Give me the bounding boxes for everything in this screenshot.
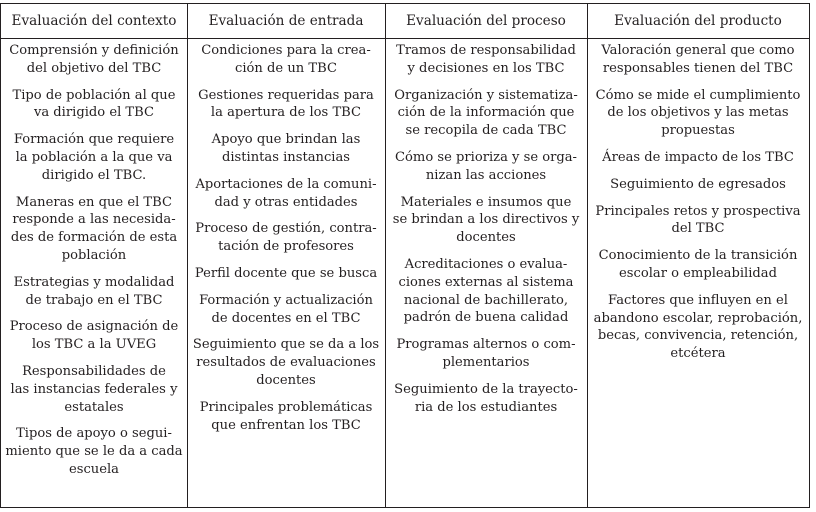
cell-line: Estrategias y modalidad	[13, 274, 175, 290]
table-cell-item	[187, 265, 385, 283]
column-entrada	[187, 42, 385, 443]
cell-line: Principales retos y prospectiva	[595, 203, 801, 219]
table-cell-item	[1, 194, 187, 265]
header-contexto: Evaluación del contexto	[11, 13, 177, 29]
cell-line: responsables tienen del TBC	[602, 60, 794, 76]
table-cell-item	[1, 42, 187, 78]
cell-line: Cómo se prioriza y se orga-	[395, 149, 577, 165]
table-cell-item	[187, 336, 385, 389]
cell-line: miento que se le da a cada	[5, 444, 183, 460]
cell-line: Maneras en que el TBC	[15, 194, 173, 210]
cell-line: escolar o empleabilidad	[619, 265, 777, 281]
cell-line: y decisiones en los TBC	[407, 60, 565, 76]
cell-line: etcétera	[670, 346, 726, 362]
cell-line: que enfrentan los TBC	[211, 417, 361, 433]
cell-line: ciones externas al sistema	[398, 274, 574, 290]
cell-line: nacional de bachillerato,	[403, 292, 569, 308]
table-cell-item	[187, 399, 385, 435]
cell-line: Proceso de asignación de	[9, 319, 179, 335]
cell-line: Cómo se mide el cumplimiento	[595, 87, 801, 103]
cell-line: Acreditaciones o evalua-	[404, 256, 568, 272]
cell-line: las instancias federales y	[10, 381, 178, 397]
cell-line: nizan las acciones	[425, 167, 547, 183]
column-producto	[587, 42, 809, 372]
cell-line: Factores que influyen en el	[608, 292, 788, 308]
cell-line: se brindan a los directivos y	[392, 212, 580, 228]
cell-line: abandono escolar, reprobación,	[593, 310, 803, 326]
column-contexto	[1, 42, 187, 488]
cell-line: de los objetivos y las metas	[607, 105, 789, 121]
cell-line: Seguimiento de egresados	[610, 176, 786, 192]
table-cell-item	[587, 149, 809, 167]
table-cell-item	[385, 381, 587, 417]
table-cell-item	[1, 318, 187, 354]
cell-line: Aportaciones de la comuni-	[195, 176, 377, 192]
cell-line: Materiales e insumos que	[400, 194, 572, 210]
table-cell-item	[1, 131, 187, 184]
header-producto: Evaluación del producto	[614, 13, 782, 29]
cell-line: padrón de buena calidad	[403, 310, 569, 326]
cell-line: des de formación de esta	[10, 230, 178, 246]
cell-line: del TBC	[671, 221, 725, 237]
table-cell-item	[587, 292, 809, 363]
table-cell-item	[187, 131, 385, 167]
cell-line: distintas instancias	[221, 149, 350, 165]
table-cell-item	[587, 176, 809, 194]
table-cell-item	[385, 336, 587, 372]
cell-line: Comprensión y definición	[9, 43, 179, 58]
cell-line: estatales	[64, 399, 124, 415]
evaluation-table	[0, 3, 810, 508]
cell-line: tación de profesores	[218, 239, 354, 255]
cell-line: Organización y sistematiza-	[394, 87, 578, 103]
cell-line: Seguimiento de la trayecto-	[394, 381, 578, 397]
cell-line: ción de un TBC	[235, 60, 337, 76]
cell-line: Principales problemáticas	[199, 399, 373, 415]
cell-line: Perfil docente que se busca	[194, 265, 378, 281]
table-cell-item	[187, 220, 385, 256]
table-cell-item	[1, 274, 187, 310]
cell-line: Responsabilidades de	[22, 363, 166, 379]
table-cell-item	[587, 247, 809, 283]
cell-line: va dirigido el TBC	[33, 105, 155, 121]
table-cell-item	[385, 194, 587, 247]
cell-line: ria de los estudiantes	[414, 399, 558, 415]
table-header-row	[1, 4, 809, 39]
cell-line: plementarios	[442, 354, 530, 370]
cell-line: Tipos de apoyo o segui-	[16, 426, 172, 442]
table-cell-item	[587, 87, 809, 140]
table-cell-item	[1, 363, 187, 416]
cell-line: Programas alternos o com-	[396, 337, 576, 353]
cell-line: Valoración general que como	[601, 43, 795, 58]
table-cell-item	[385, 42, 587, 78]
cell-line: Formación que requiere	[13, 132, 175, 148]
cell-line: de docentes en el TBC	[211, 310, 361, 326]
cell-line: docentes	[456, 230, 516, 246]
table-cell-item	[587, 203, 809, 239]
cell-line: propuestas	[661, 123, 735, 139]
cell-line: Gestiones requeridas para	[198, 87, 374, 103]
table-cell-item	[187, 42, 385, 78]
table-cell-item	[1, 425, 187, 478]
cell-line: responde a las necesida-	[12, 212, 176, 228]
header-proceso: Evaluación del proceso	[406, 13, 566, 29]
cell-line: dirigido el TBC.	[41, 167, 147, 183]
cell-line: del objetivo del TBC	[26, 60, 162, 76]
table-cell-item	[187, 87, 385, 123]
table-cell-item	[187, 292, 385, 328]
column-proceso	[385, 42, 587, 425]
cell-line: la apertura de los TBC	[210, 105, 362, 121]
cell-line: Conocimiento de la transición	[598, 248, 798, 264]
cell-line: escuela	[69, 461, 119, 477]
cell-line: Proceso de gestión, contra-	[195, 221, 377, 237]
cell-line: población	[61, 247, 127, 263]
table-cell-item	[587, 42, 809, 78]
cell-line: Tramos de responsabilidad	[396, 43, 576, 58]
cell-line: Formación y actualización	[199, 292, 373, 308]
cell-line: los TBC a la UVEG	[31, 337, 157, 353]
cell-line: ción de la información que	[397, 105, 575, 121]
cell-line: docentes	[256, 372, 316, 388]
table-cell-item	[385, 149, 587, 185]
cell-line: Áreas de impacto de los TBC	[602, 149, 794, 165]
cell-line: resultados de evaluaciones	[196, 355, 376, 371]
table-cell-item	[385, 87, 587, 140]
cell-line: se recopila de cada TBC	[405, 123, 567, 139]
cell-line: becas, convivencia, retención,	[597, 328, 799, 344]
header-entrada: Evaluación de entrada	[208, 13, 364, 29]
table-cell-item	[1, 87, 187, 123]
cell-line: la población a la que va	[15, 149, 173, 165]
cell-line: Apoyo que brindan las	[211, 132, 361, 148]
cell-line: Tipo de población al que	[12, 87, 176, 103]
table-cell-item	[187, 176, 385, 212]
cell-line: Condiciones para la crea-	[201, 43, 371, 58]
cell-line: dad y otras entidades	[214, 194, 358, 210]
table-cell-item	[385, 256, 587, 327]
cell-line: de trabajo en el TBC	[25, 292, 163, 308]
cell-line: Seguimiento que se da a los	[192, 337, 380, 353]
